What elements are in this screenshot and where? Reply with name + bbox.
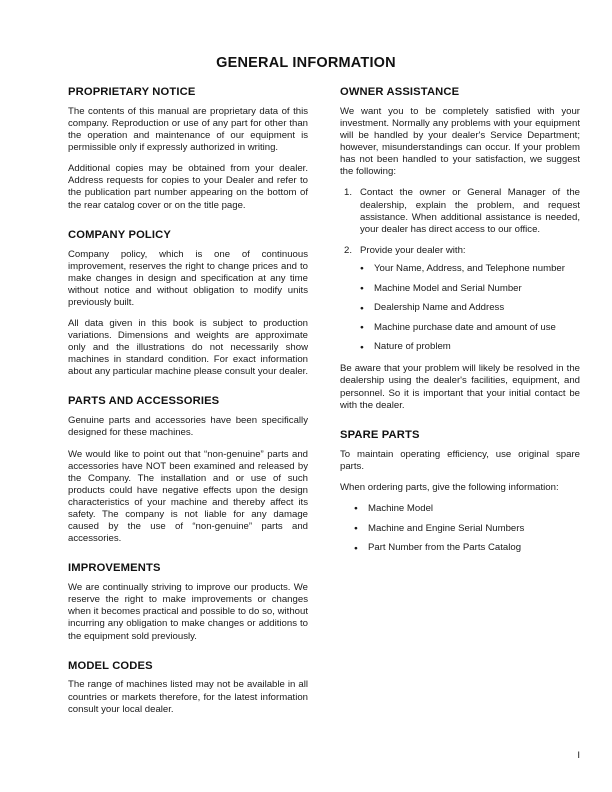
section-heading-model-codes: MODEL CODES xyxy=(68,659,153,672)
page-title: GENERAL INFORMATION xyxy=(216,55,396,71)
list-item: ● Machine and Engine Serial Numbers xyxy=(354,523,580,535)
section-proprietary-notice xyxy=(68,86,308,212)
right-column xyxy=(340,86,580,554)
section-company-policy xyxy=(68,229,308,379)
section-heading-parts-and-accessories: PARTS AND ACCESSORIES xyxy=(68,395,220,408)
paragraph: Company policy, which is one of continuous improvement, reserves the right to change prices and to make changes in design and specification at any time without notice and without obligation to modify units previously built. xyxy=(68,248,308,308)
paragraph: Additional copies may be obtained from your dealer. Address requests for copies to your Dealer and refer to the publication part number appearing on the bottom of the rear catalog cover or on the title page. xyxy=(68,163,308,211)
list-item: ● Part Number from the Parts Catalog xyxy=(354,542,580,554)
section-heading-spare-parts: SPARE PARTS xyxy=(340,428,420,441)
owner-assistance-numbered-list xyxy=(340,187,580,256)
paragraph: Be aware that your problem will likely be resolved in the dealership using the dealer's facilities, equipment, and personnel. So it is important that your initial contact be with the dealer. xyxy=(340,363,580,411)
paragraph: The contents of this manual are proprietary data of this company. Reproduction or use of any part for other than the operation and maintenance of our equipment is permissible only if expressly authorized in writing. xyxy=(68,105,308,154)
section-parts-and-accessories xyxy=(68,395,308,545)
list-item: ● Your Name, Address, and Telephone number xyxy=(360,263,580,275)
section-model-codes xyxy=(68,660,308,716)
owner-assistance-bullet-list xyxy=(360,263,580,353)
paragraph: We are continually striving to improve our products. We reserve the right to make improvements or changes when it becomes practical and possible to do so, without incurring any obligation to make changes or additions to the equipment sold previously. xyxy=(68,582,308,642)
page-number: I xyxy=(577,750,580,761)
list-item: ● Dealership Name and Address xyxy=(360,302,580,314)
paragraph: The range of machines listed may not be available in all countries or markets therefore, for the latest information consult your local dealer. xyxy=(68,679,308,715)
section-heading-owner-assistance: OWNER ASSISTANCE xyxy=(340,86,460,98)
section-spare-parts xyxy=(340,429,580,554)
list-item: Provide your dealer with: xyxy=(360,244,466,256)
section-owner-assistance xyxy=(340,86,580,412)
paragraph: We would like to point out that “non-genuine” parts and accessories have NOT been examined and released by the Company. The installation and or use of such products could have negative effects upon the design characteristics of your machine and thereby affect its safety. The company is not liable for any damage caused by the use of “non-genuine” parts and accessories. xyxy=(68,448,308,545)
paragraph: We want you to be completely satisfied with your investment. Normally any problems with your equipment will be handled by your dealer's Service Department; however, misunderstandings can occur. If your problem has not been handled to your satisfaction, we suggest the following: xyxy=(340,105,580,178)
section-heading-company-policy: COMPANY POLICY xyxy=(68,228,172,241)
list-item: ● Machine Model xyxy=(354,503,580,515)
two-column-body xyxy=(68,86,580,716)
paragraph: All data given in this book is subject to production variations. Dimensions and weights are approximate only and the illustrations do not necessarily show machines in standard condition. For exact information about any particular machine please consult your dealer. xyxy=(68,317,308,378)
section-improvements xyxy=(68,562,308,642)
list-item: ● Machine purchase date and amount of use xyxy=(360,322,580,334)
paragraph: To maintain operating efficiency, use original spare parts. xyxy=(340,448,580,472)
spare-parts-bullet-list xyxy=(354,503,580,554)
list-item: ● Nature of problem xyxy=(360,341,580,353)
list-item: ● Machine Model and Serial Number xyxy=(360,283,580,295)
paragraph: When ordering parts, give the following information: xyxy=(340,481,559,493)
section-heading-improvements: IMPROVEMENTS xyxy=(68,562,161,575)
section-heading-proprietary-notice: PROPRIETARY NOTICE xyxy=(68,86,196,98)
paragraph: Genuine parts and accessories have been specifically designed for these machines. xyxy=(68,415,308,439)
list-item: Contact the owner or General Manager of the dealership, explain the problem, and request assistance. When additional assistance is needed, your dealer has direct access to our office. xyxy=(360,187,580,235)
left-column xyxy=(68,86,308,716)
